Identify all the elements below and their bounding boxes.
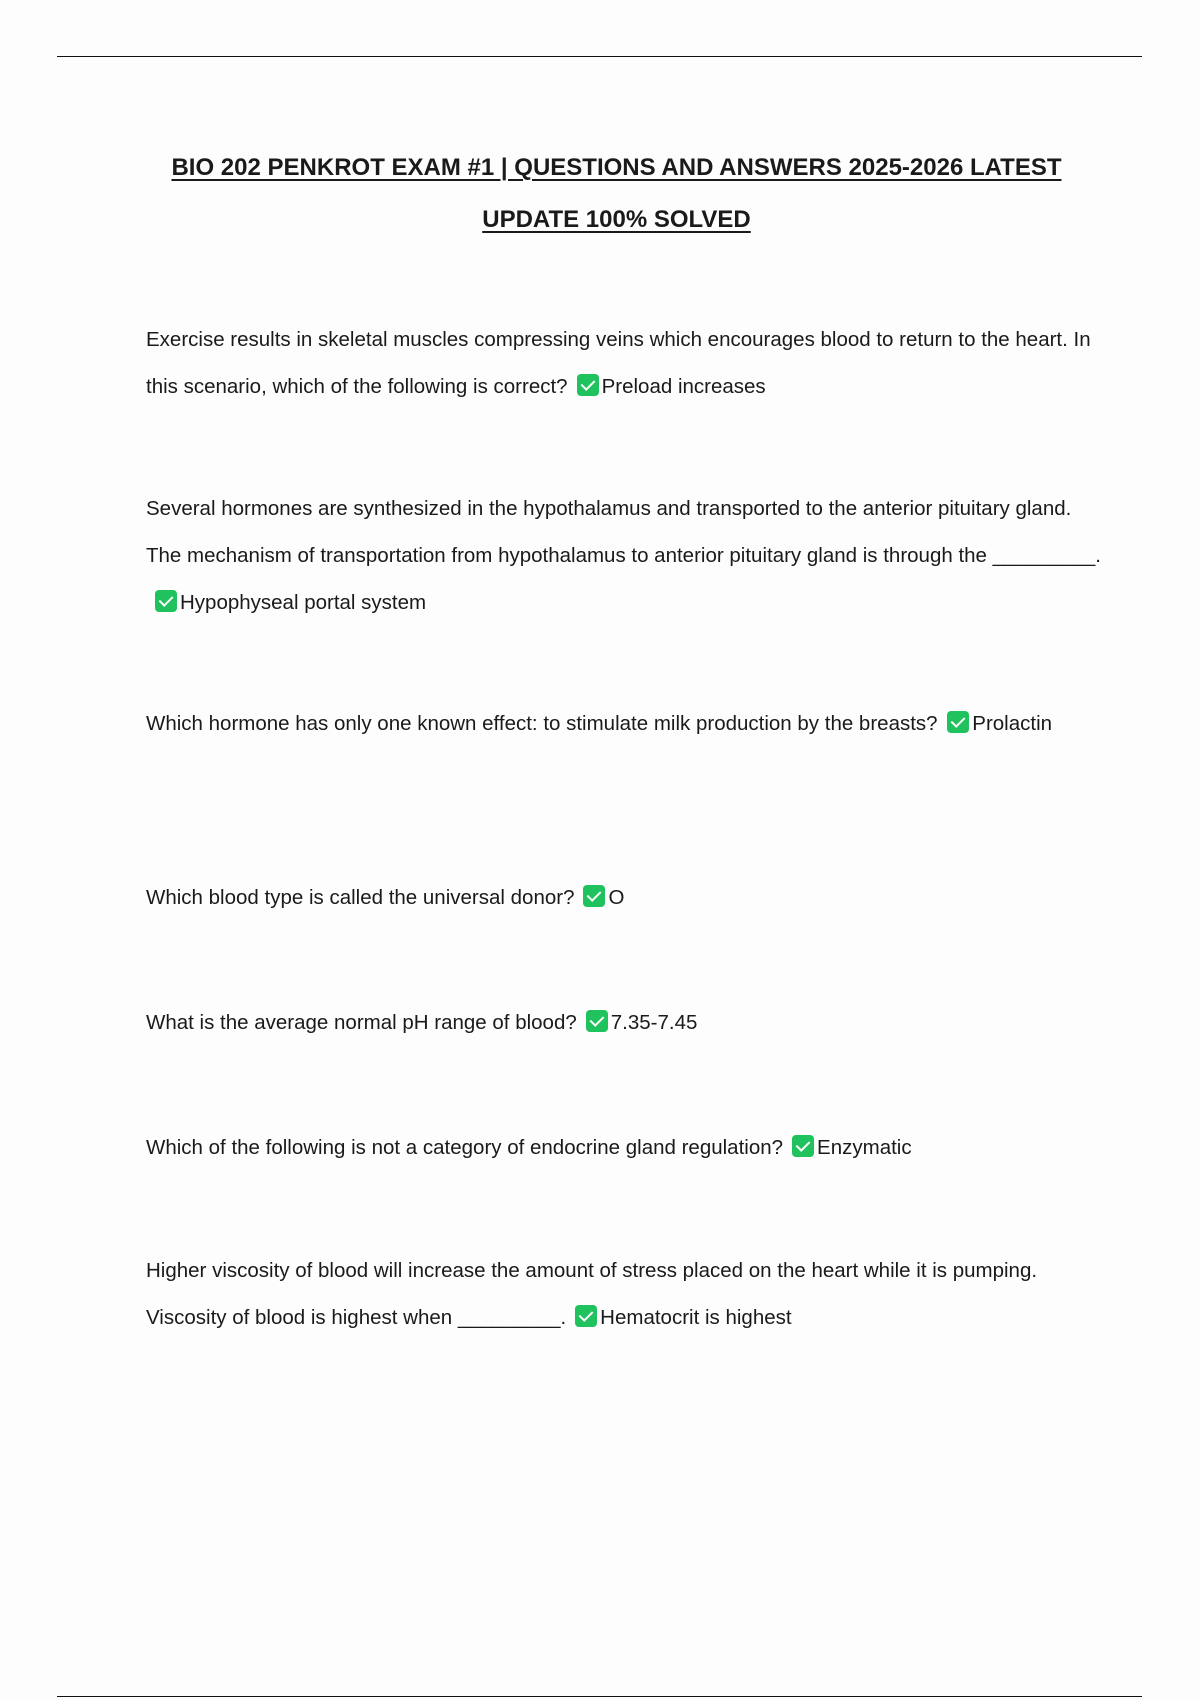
question-text: Which hormone has only one known effect: to stimulate milk production by the breasts? xyxy=(146,712,938,735)
qa-item xyxy=(146,999,1106,1046)
question-text: Exercise results in skeletal muscles compressing veins which encourages blood to return to the heart. In this scenario, which of the following is correct? xyxy=(146,328,1091,398)
answer-text: O xyxy=(608,886,625,909)
check-icon xyxy=(577,374,599,396)
answer-text: Hypophyseal portal system xyxy=(180,591,427,614)
qa-item xyxy=(146,700,1106,747)
check-icon xyxy=(586,1010,608,1032)
title-line-2: UPDATE 100% SOLVED xyxy=(482,206,751,233)
qa-item xyxy=(146,316,1106,410)
top-rule xyxy=(57,56,1142,57)
answer-text: Preload increases xyxy=(601,375,766,398)
bottom-rule xyxy=(57,1696,1142,1697)
check-icon xyxy=(947,711,969,733)
qa-item xyxy=(146,874,1106,921)
question-text: What is the average normal pH range of blood? xyxy=(146,1011,577,1034)
title-line-1: BIO 202 PENKROT EXAM #1 | QUESTIONS AND ANSWERS 2025-2026 LATEST xyxy=(171,154,1062,181)
document-title xyxy=(60,142,1173,246)
check-icon xyxy=(583,885,605,907)
qa-item xyxy=(146,1247,1106,1341)
question-text: Higher viscosity of blood will increase the amount of stress placed on the heart while it is pumping. Viscosity of blood is highest when _________. xyxy=(146,1259,1038,1329)
question-text: Which blood type is called the universal donor? xyxy=(146,886,575,909)
check-icon xyxy=(575,1305,597,1327)
question-text: Several hormones are synthesized in the hypothalamus and transported to the anterior pituitary gland. The mechanism of transportation from hypothalamus to anterior pituitary gland is through the _________. xyxy=(146,497,1101,567)
answer-text: Prolactin xyxy=(972,712,1053,735)
answer-text: Enzymatic xyxy=(817,1136,912,1159)
answer-text: Hematocrit is highest xyxy=(600,1306,792,1329)
answer-text: 7.35-7.45 xyxy=(610,1011,698,1034)
qa-item xyxy=(146,485,1106,626)
check-icon xyxy=(792,1135,814,1157)
qa-item xyxy=(146,1124,1106,1171)
check-icon xyxy=(155,590,177,612)
question-text: Which of the following is not a category of endocrine gland regulation? xyxy=(146,1136,784,1159)
